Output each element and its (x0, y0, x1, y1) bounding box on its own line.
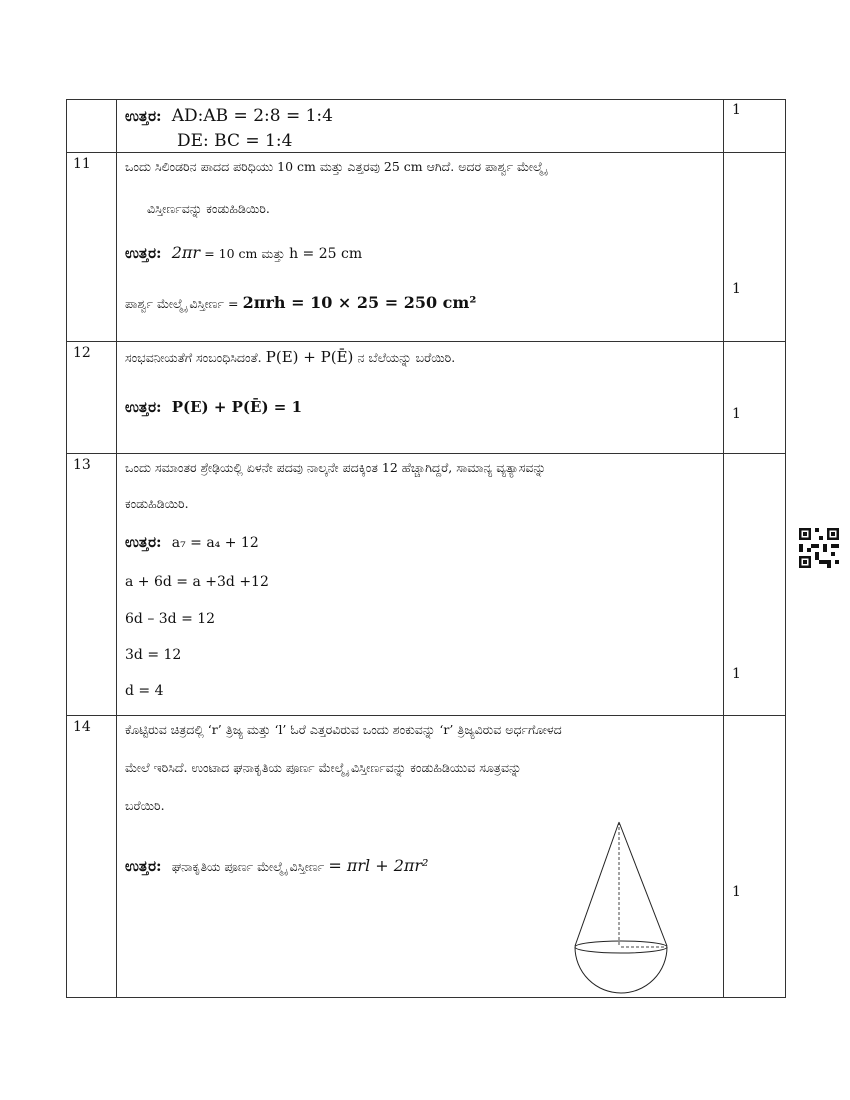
table-row (67, 153, 786, 342)
marks-cell (724, 454, 786, 716)
lsa-expression: 2πrh = 10 × 25 = 250 cm² (242, 293, 477, 312)
answer-expression: = 10 cm ಮತ್ತು (204, 246, 285, 261)
table-row (67, 342, 786, 454)
marks-cell (724, 153, 786, 342)
answer-table (66, 99, 786, 998)
marks-value: 1 (732, 281, 741, 297)
question-text: ಮೇಲೆ ಇರಿಸಿದೆ. ಉಂಟಾದ ಘನಾಕೃತಿಯ ಪೂರ್ಣ ಮೇಲ್ಮೈ ವಿಸ್ತೀರ್ಣವನ್ನು ಕಂಡುಹಿಡಿಯುವ ಸೂತ್ರವನ್ನು (125, 760, 522, 775)
question-number: 11 (67, 153, 117, 342)
question-text: ಒಂದು ಸಿಲಿಂಡರಿನ ಪಾದದ ಪರಿಧಿಯು 10 cm ಮತ್ತು ಎತ್ತರವು 25 cm ಆಗಿದೆ. ಅದರ ಪಾರ್ಶ್ವ ಮೇಲ್ಮೈ (125, 159, 546, 174)
lsa-label: ಪಾರ್ಶ್ವ ಮೇಲ್ಮೈ ವಿಸ್ತೀರ್ಣ = (125, 296, 239, 311)
table-row (67, 454, 786, 716)
marks-value: 1 (732, 406, 741, 422)
question-cell (117, 454, 724, 716)
answer-label: ಉತ್ತರ: (125, 398, 162, 416)
question-cell (117, 100, 724, 153)
qr-code-icon (799, 528, 839, 568)
answer-line: DE: BC = 1:4 (177, 131, 293, 151)
marks-value: 1 (732, 666, 741, 682)
question-cell (117, 153, 724, 342)
answer-expression: P(E) + P(Ē) = 1 (171, 398, 303, 416)
question-cell (117, 342, 724, 454)
marks-cell (724, 716, 786, 998)
question-number: 12 (67, 342, 117, 454)
answer-line: AD:AB = 2:8 = 1:4 (171, 106, 333, 126)
answer-text: ಘನಾಕೃತಿಯ ಪೂರ್ಣ ಮೇಲ್ಮೈ ವಿಸ್ತೀರ್ಣ (171, 859, 325, 874)
question-text: ಕಂಡುಹಿಡಿಯಿರಿ. (125, 496, 189, 511)
question-text: ಒಂದು ಸಮಾಂತರ ಶ್ರೇಢಿಯಲ್ಲಿ ಏಳನೇ ಪದವು ನಾಲ್ಕನೇ ಪದಕ್ಕಿಂತ 12 ಹೆಚ್ಚಾಗಿದ್ದರೆ, ಸಾಮಾನ್ಯ ವ್ಯತ್ಯಾಸವನ್ನು (125, 460, 546, 475)
answer-expression: = πrl + 2πr² (328, 856, 429, 875)
table-row (67, 100, 786, 153)
answer-expression: 2πr (171, 243, 201, 262)
answer-label: ಉತ್ತರ: (125, 107, 162, 125)
marks-value: 1 (732, 884, 741, 900)
answer-step: a + 6d = a +3d +12 (125, 574, 269, 590)
marks-value: 1 (732, 102, 741, 118)
question-expression: P(E) + P(Ē) (265, 348, 354, 366)
question-text: ಸಂಭವನೀಯತೆಗೆ ಸಂಬಂಧಿಸಿದಂತೆ. (125, 350, 262, 365)
question-number: 13 (67, 454, 117, 716)
question-number: 14 (67, 716, 117, 998)
answer-step: a₇ = a₄ + 12 (171, 535, 259, 551)
answer-step: 6d – 3d = 12 (125, 611, 216, 627)
answer-expression: h = 25 cm (289, 246, 363, 262)
question-text: ಕೊಟ್ಟಿರುವ ಚಿತ್ರದಲ್ಲಿ ‘r’ ತ್ರಿಜ್ಯ ಮತ್ತು ‘l’ ಓರೆ ಎತ್ತರವಿರುವ ಒಂದು ಶಂಕುವನ್ನು ‘r’ ತ್ರಿಜ್ಯವಿರುವ ಅರ್ಧಗೋಳದ (125, 722, 562, 737)
answer-label: ಉತ್ತರ: (125, 244, 162, 262)
table-row (67, 716, 786, 998)
answer-step: d = 4 (125, 683, 164, 699)
answer-step: 3d = 12 (125, 647, 182, 663)
answer-label: ಉತ್ತರ: (125, 533, 162, 551)
marks-cell (724, 342, 786, 454)
question-cell (117, 716, 724, 998)
question-text: ವಿಸ್ತೀರ್ಣವನ್ನು ಕಂಡುಹಿಡಿಯಿರಿ. (147, 201, 270, 216)
question-text: ಬರೆಯಿರಿ. (125, 798, 165, 813)
question-text: ನ ಬೆಲೆಯನ್ನು ಬರೆಯಿರಿ. (357, 350, 456, 365)
cone-hemisphere-figure (569, 820, 679, 1002)
question-number (67, 100, 117, 153)
marks-cell (724, 100, 786, 153)
answer-label: ಉತ್ತರ: (125, 857, 162, 875)
